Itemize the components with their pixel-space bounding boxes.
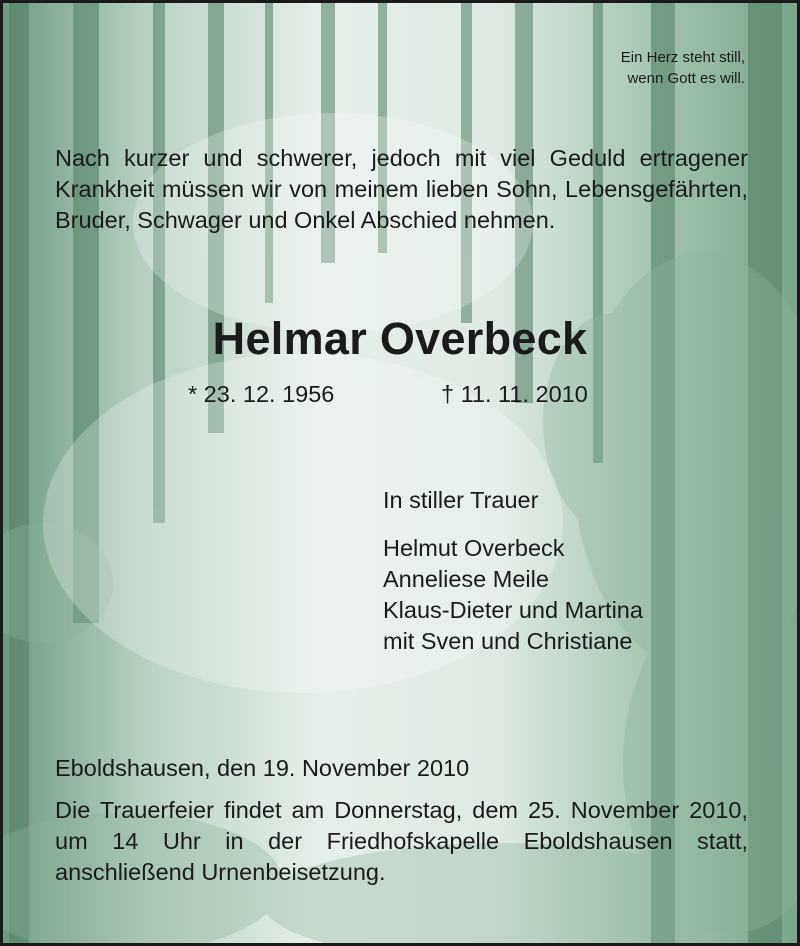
deceased-name: Helmar Overbeck	[212, 313, 588, 364]
motto	[621, 47, 745, 89]
mourners-list	[383, 533, 643, 657]
mourner-name: Helmut Overbeck	[383, 535, 565, 561]
mourner-name: Anneliese Meile	[383, 566, 549, 592]
intro-text: Nach kurzer und schwerer, jedoch mit viel Geduld ertragener Krankheit müssen wir von meinem lieben Sohn, Lebensgefährten, Bruder, Schwager und Onkel Abschied nehmen.	[55, 145, 748, 233]
mourner-name: mit Sven und Christiane	[383, 628, 633, 654]
place-and-date: Eboldshausen, den 19. November 2010	[55, 755, 470, 781]
mourner-name: Klaus-Dieter und Martina	[383, 597, 643, 623]
birth-date: * 23. 12. 1956	[188, 381, 335, 407]
funeral-notice: Die Trauerfeier findet am Donnerstag, dem 25. November 2010, um 14 Uhr in der Friedhofskapelle Eboldshausen statt, anschließend Urnenbeisetzung.	[55, 797, 748, 885]
motto-line: wenn Gott es will.	[627, 70, 745, 87]
death-date: † 11. 11. 2010	[441, 381, 588, 407]
mourning-heading: In stiller Trauer	[383, 487, 539, 513]
motto-line: Ein Herz steht still,	[620, 49, 745, 66]
